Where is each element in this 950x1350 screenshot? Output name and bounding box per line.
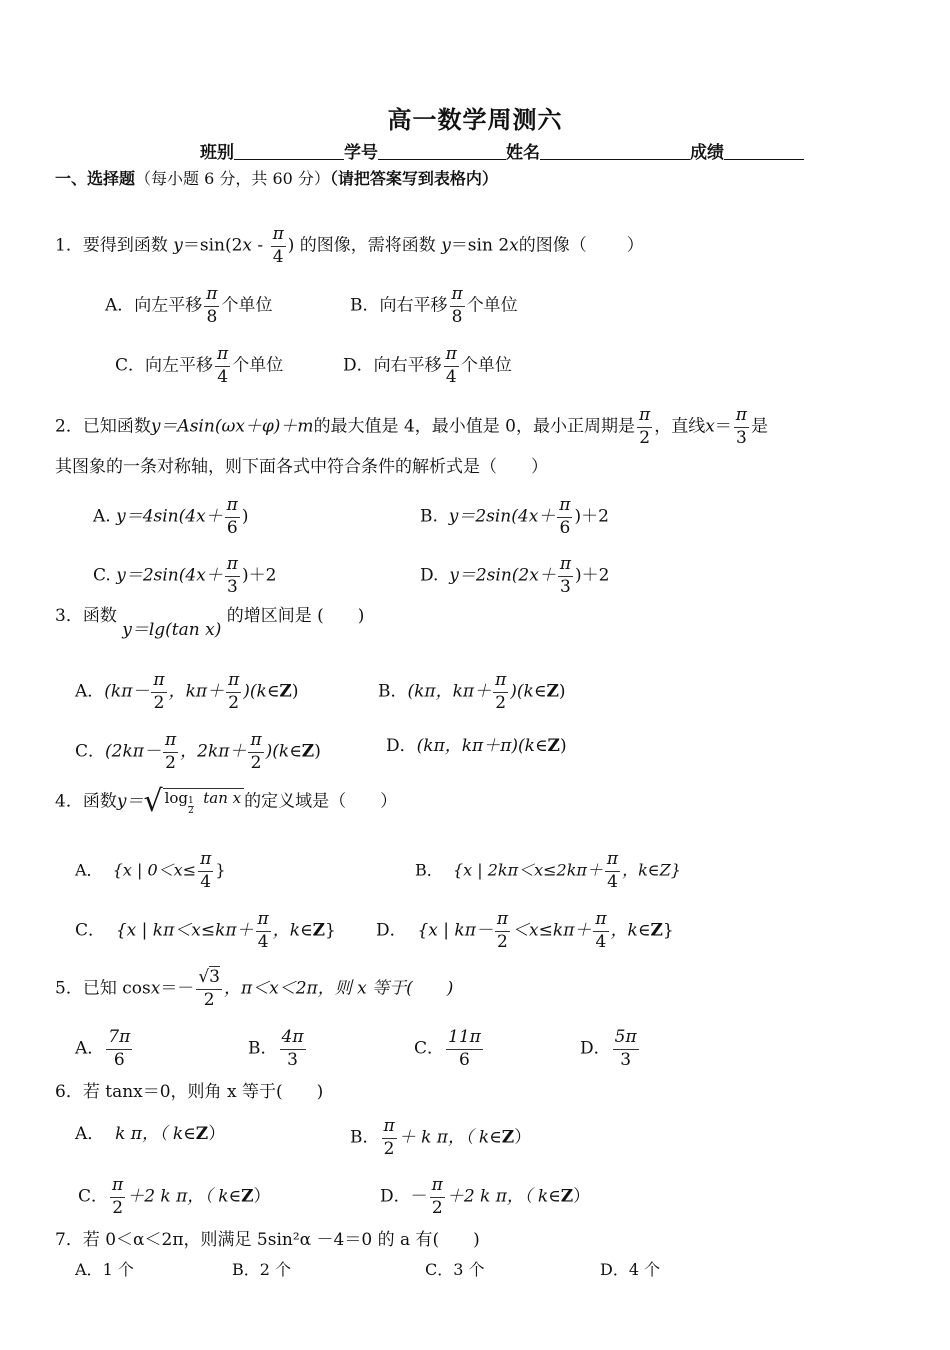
text-fragment: √ [143, 784, 163, 819]
fraction-numerator: 7π [106, 1028, 132, 1050]
fraction [215, 345, 230, 387]
text-fragment: 若 tanx＝0，则角 x 等于( ) [82, 1082, 324, 1102]
text-fragment: 向右平移 [379, 295, 448, 316]
question-7 [55, 1232, 480, 1249]
class-blank [234, 143, 344, 160]
text-fragment: k π，（ k∈ [115, 1124, 196, 1144]
score-blank [724, 143, 804, 160]
fraction-denominator: 6 [113, 1049, 125, 1070]
text-fragment: 向左平移 [134, 295, 203, 316]
fraction-denominator: 2 [497, 931, 508, 952]
fraction [593, 910, 608, 952]
text-fragment: {x | kπ＜x≤kπ＋ [115, 920, 254, 941]
fraction [557, 496, 572, 538]
text-fragment: ，2kπ＋ [180, 741, 247, 762]
question-4 [55, 784, 398, 819]
text-fragment: 6． [55, 1082, 83, 1102]
text-fragment: )＋2 [575, 565, 610, 586]
text-fragment: － [410, 1186, 428, 1207]
fraction [444, 345, 459, 387]
fraction [493, 671, 508, 713]
text-fragment: D. [420, 565, 439, 586]
math: y＝Asin(ωx＋φ)＋m [150, 416, 314, 437]
text-fragment: Z [546, 681, 559, 702]
fraction-numerator: π [495, 910, 510, 932]
fraction-denominator: 4 [607, 871, 618, 892]
text-fragment: C． [75, 920, 106, 941]
class-label: 班别 [200, 143, 234, 163]
q3-option-c[interactable] [75, 731, 321, 773]
fraction-denominator: 3 [287, 1049, 298, 1070]
text-fragment: 个单位 [466, 295, 518, 316]
fraction-numerator: π [226, 671, 241, 693]
section-note: （每小题 6 分，共 60 分） [135, 169, 330, 188]
q4-option-d[interactable] [376, 910, 674, 952]
fraction [204, 285, 219, 327]
fraction-numerator: π [225, 555, 240, 577]
fraction-denominator: 2 [431, 1197, 443, 1218]
text-fragment: y＝2sin(2x＋ [449, 565, 556, 586]
fraction-denominator: 2 [153, 692, 165, 713]
fraction-denominator: 4 [272, 246, 284, 267]
fraction-numerator: 5π [613, 1028, 639, 1050]
text-fragment: C． [425, 1260, 454, 1279]
fraction-denominator: 4 [595, 931, 607, 952]
text-fragment: x [705, 416, 715, 437]
student-id-blank [378, 143, 506, 160]
text-fragment: C． [75, 741, 106, 762]
text-fragment: 3． [55, 606, 83, 626]
text-fragment: ＋2 k π，（ k∈ [127, 1186, 242, 1207]
fraction-numerator: π [450, 285, 465, 307]
text-fragment: {x | kπ－ [417, 920, 493, 941]
text-fragment: )＋2 [574, 506, 609, 527]
fraction-numerator: π [151, 671, 166, 693]
q3-option-a[interactable] [75, 671, 298, 713]
fraction [605, 850, 620, 892]
fraction-numerator: π [256, 910, 271, 932]
text-fragment: ) [314, 741, 321, 762]
text-fragment: C. [93, 565, 111, 586]
text-fragment: )(k∈ [265, 741, 302, 762]
text-fragment: 4 个 [628, 1260, 661, 1279]
fraction-numerator: π [605, 850, 620, 872]
fraction-denominator: 3 [735, 427, 747, 448]
fraction [382, 1117, 397, 1159]
text-fragment: C． [414, 1038, 445, 1059]
fraction [226, 671, 241, 713]
q6-option-d[interactable] [380, 1176, 590, 1218]
q-text: 要得到函数 [82, 235, 168, 256]
fraction-numerator: π [271, 225, 286, 247]
fraction-numerator: π [637, 406, 652, 428]
question-2-line-2: 其图象的一条对称轴，则下面各式中符合条件的解析式是（ ） [55, 457, 548, 477]
text-fragment: ＝－ [160, 978, 195, 999]
text-fragment: y＝ [116, 791, 144, 812]
text-fragment: 个单位 [232, 355, 284, 376]
text-fragment: )(k∈ [510, 681, 547, 702]
text-fragment: 向右平移 [373, 355, 442, 376]
fraction-numerator: π [493, 671, 508, 693]
text-fragment: A. [93, 506, 111, 527]
text-fragment: 向左平移 [145, 355, 214, 376]
text-fragment: B. [420, 506, 438, 527]
text-fragment: ＝ [714, 416, 732, 437]
text-fragment: 4． [55, 791, 83, 812]
fraction-numerator: π [248, 731, 263, 753]
fraction [450, 285, 465, 327]
math: x [242, 235, 252, 256]
section-heading [55, 166, 498, 189]
text-fragment: 7． [55, 1230, 83, 1250]
text-fragment: D． [376, 920, 407, 941]
q2-option-b[interactable] [420, 496, 609, 538]
section-instruction: （请把答案写到表格内） [329, 169, 498, 188]
q-text: 的图像（ [518, 235, 587, 256]
fraction-denominator: 4 [200, 871, 212, 892]
question-1 [55, 225, 644, 267]
fraction [613, 1028, 639, 1070]
text-fragment: } [325, 920, 336, 941]
text-fragment: (kπ－ [104, 681, 150, 702]
fraction-denominator: 2 [495, 692, 507, 713]
q2-option-a[interactable] [93, 496, 249, 538]
text-fragment: D． [580, 1038, 611, 1059]
fraction-numerator: 4π [280, 1028, 306, 1050]
q-text: 的图像，需将函数 [299, 235, 436, 256]
text-fragment: 是 [750, 416, 768, 437]
fraction-numerator: π [225, 496, 240, 518]
text-fragment: ，直线 [654, 416, 706, 437]
text-fragment: y＝2sin(4x＋ [448, 506, 556, 527]
text-fragment: D． [600, 1260, 629, 1279]
score-label: 成绩 [690, 143, 724, 163]
fraction-numerator: π [382, 1117, 397, 1139]
fraction-numerator: π [444, 345, 459, 367]
text-fragment: B． [248, 1038, 278, 1059]
q5-option-b[interactable] [248, 1028, 308, 1070]
q7-option-b[interactable] [232, 1262, 291, 1278]
fraction [446, 1028, 483, 1070]
text-fragment: 的定义域是（ ） [244, 791, 398, 812]
fraction-numerator: π [215, 345, 230, 367]
fraction-denominator: 3 [620, 1049, 632, 1070]
text-fragment: Z [279, 681, 292, 702]
q1-option-c[interactable] [115, 345, 283, 387]
text-fragment: A． [75, 1038, 105, 1059]
text-fragment: ＜x≤kπ＋ [512, 920, 592, 941]
text-fragment: } [662, 920, 674, 941]
fraction [106, 1028, 132, 1070]
fraction-denominator: 6 [459, 1049, 470, 1070]
fraction [495, 910, 510, 952]
math: x [509, 235, 519, 256]
text-fragment: {x | 0＜x≤ [112, 860, 197, 880]
text-fragment: 个单位 [221, 295, 273, 316]
fraction-numerator: 11π [446, 1028, 483, 1050]
question-2 [55, 406, 768, 448]
text-fragment: ） [208, 1124, 226, 1144]
fraction-denominator: 2 [112, 1197, 124, 1218]
fraction-denominator: 2 [250, 752, 262, 773]
text-fragment: A． [75, 681, 105, 702]
text-fragment: C． [78, 1186, 109, 1207]
fraction-denominator: 2 [165, 752, 176, 773]
math: y [173, 235, 183, 256]
math: ＝sin 2 [450, 235, 510, 256]
text-fragment: Z [560, 1186, 574, 1207]
math: ) [287, 235, 295, 256]
text-fragment: B． [350, 295, 380, 316]
text-fragment: 若 0＜α＜2π，则满足 5sin²α －4＝0 的 a 有( ) [82, 1230, 480, 1250]
text-fragment: ） [573, 1186, 591, 1207]
text-fragment: ） [514, 1127, 532, 1148]
text-fragment: (2kπ－ [105, 741, 161, 762]
math: y [441, 235, 451, 256]
text-fragment: B． [350, 1127, 380, 1148]
text-fragment: {x | 2kπ＜x≤2kπ＋ [452, 860, 603, 880]
text-fragment: 5． [55, 978, 83, 999]
fraction-denominator: 4 [217, 366, 229, 387]
text-fragment: Z [195, 1124, 209, 1144]
text-fragment: 已知 cos [82, 978, 151, 999]
text-fragment: 函数 [82, 791, 117, 812]
q4-option-a[interactable] [75, 850, 226, 892]
fraction [196, 968, 222, 1010]
text-fragment: (kπ，kπ＋ [407, 681, 492, 702]
text-fragment: A． [75, 1260, 103, 1279]
section-name: 一、选择题 [55, 169, 136, 188]
text-fragment: D． [386, 736, 417, 756]
fraction [151, 671, 166, 713]
question-6 [55, 1084, 323, 1101]
student-id-label: 学号 [344, 143, 378, 163]
text-fragment: ，k∈ [272, 920, 313, 941]
text-fragment: } [215, 860, 226, 880]
fraction-denominator: 2 [383, 1138, 395, 1159]
text-fragment: ） [253, 1186, 271, 1207]
text-fragment: x [150, 978, 161, 999]
q3-option-b[interactable] [378, 671, 566, 713]
text-fragment: )(k∈ [243, 681, 280, 702]
math: - [252, 235, 264, 256]
fraction [430, 1176, 445, 1218]
fraction [256, 910, 271, 952]
fraction [110, 1176, 125, 1218]
text-fragment: 个单位 [460, 355, 512, 376]
fraction-denominator: 3 [560, 576, 571, 597]
page-title: 高一数学周测六 [387, 106, 563, 134]
text-fragment: 2 [188, 806, 194, 816]
fraction [225, 555, 240, 597]
text-fragment: Z [312, 920, 326, 941]
text-fragment: y＝2sin(4x＋ [116, 565, 223, 586]
math: ＝sin(2 [182, 235, 243, 256]
name-blank [540, 143, 690, 160]
fraction [637, 406, 652, 448]
fraction [163, 731, 178, 773]
text-fragment: ) [559, 736, 567, 756]
fraction-numerator: π [110, 1176, 125, 1198]
math: y＝lg(tan x) [122, 620, 222, 640]
question-3 [55, 606, 365, 640]
text-fragment: 函数 [82, 606, 117, 626]
text-fragment: tan x [203, 789, 242, 807]
fraction-denominator: 6 [559, 517, 571, 538]
text-fragment: D． [380, 1186, 411, 1207]
text-fragment: Z [547, 736, 560, 756]
text-fragment: ＋2 k π，（ k∈ [446, 1186, 561, 1207]
text-fragment: ) [558, 681, 566, 702]
q3-option-d[interactable] [386, 738, 567, 755]
fraction [280, 1028, 306, 1070]
fraction-numerator: π [198, 850, 213, 872]
q1-option-b[interactable] [350, 285, 518, 327]
fraction-numerator: √3 [196, 968, 222, 990]
text-fragment: ，kπ＋ [168, 681, 225, 702]
fraction [734, 406, 749, 448]
text-fragment: ＋ k π，（ k∈ [398, 1127, 502, 1148]
fraction [225, 496, 240, 538]
text-fragment: 的增区间是 ( ) [226, 606, 365, 626]
fraction-denominator: 2 [228, 692, 240, 713]
text-fragment: 2 个 [259, 1260, 292, 1279]
q4-option-b[interactable] [415, 850, 681, 892]
q2-option-d[interactable] [420, 555, 609, 597]
fraction [558, 555, 573, 597]
q6-option-b[interactable] [350, 1117, 531, 1159]
fraction-numerator: π [430, 1176, 445, 1198]
fraction-denominator: 8 [451, 306, 463, 327]
text-fragment: ) [241, 506, 249, 527]
q2-option-c[interactable] [93, 555, 276, 597]
text-fragment [188, 797, 194, 816]
name-label: 姓名 [506, 143, 540, 163]
text-fragment: C． [115, 355, 146, 376]
fraction-numerator: π [204, 285, 219, 307]
fraction-numerator: π [593, 910, 608, 932]
text-fragment: 2． [55, 416, 83, 437]
text-fragment: 的最大值是 4，最小值是 0，最小正周期是 [313, 416, 636, 437]
q5-option-c[interactable] [414, 1028, 485, 1070]
question-5 [55, 968, 453, 1010]
fraction-denominator: 6 [226, 517, 238, 538]
text-fragment: )＋2 [241, 565, 277, 586]
fraction-numerator: π [163, 731, 178, 753]
text-fragment: B． [378, 681, 408, 702]
q7-option-c[interactable] [425, 1262, 485, 1278]
fraction-numerator: π [558, 555, 573, 577]
text-fragment: 3 个 [453, 1260, 485, 1279]
q6-option-c[interactable] [78, 1176, 271, 1218]
fraction-denominator: 4 [257, 931, 269, 952]
q1-option-d[interactable] [343, 345, 512, 387]
fraction [271, 225, 286, 267]
text-fragment: A． [75, 1124, 105, 1144]
text-fragment: 3 [209, 967, 220, 987]
q4-option-c[interactable] [75, 910, 336, 952]
text-fragment: 已知函数 [82, 416, 151, 437]
text-fragment: Z [650, 920, 663, 941]
fraction-denominator: 2 [639, 427, 651, 448]
q5-option-a[interactable] [75, 1028, 134, 1070]
q-num: 1． [55, 235, 83, 256]
text-fragment: A． [105, 295, 135, 316]
q7-option-a[interactable] [75, 1262, 134, 1278]
text-fragment: A． [75, 860, 103, 880]
text-fragment: ) [291, 681, 299, 702]
q-text: ） [626, 235, 644, 256]
fraction-denominator: 2 [203, 989, 215, 1010]
fraction [198, 850, 213, 892]
q1-option-a[interactable] [105, 285, 272, 327]
q6-option-a[interactable] [75, 1126, 225, 1143]
q7-option-d[interactable] [600, 1262, 660, 1278]
text-fragment: (kπ，kπ＋π)(k∈ [416, 736, 548, 756]
text-fragment: 1 个 [102, 1260, 134, 1279]
text-fragment: Z [241, 1186, 254, 1207]
text-fragment: B． [415, 860, 443, 880]
fraction-numerator: π [734, 406, 749, 428]
fraction-denominator: 8 [206, 306, 218, 327]
text-fragment: ，π＜x＜2π，则 x 等于( ) [223, 978, 454, 999]
text-fragment: ，k∈Z} [622, 860, 681, 880]
fraction-denominator: 4 [445, 366, 457, 387]
fraction-numerator: π [557, 496, 572, 518]
text-fragment: D． [343, 355, 374, 376]
fraction [248, 731, 263, 773]
text-fragment: Z [501, 1127, 515, 1148]
text-fragment: Z [301, 741, 315, 762]
text-fragment: log [164, 789, 188, 807]
text-fragment: y＝4sin(4x＋ [116, 506, 223, 527]
fraction-numerator: 1 [188, 796, 194, 806]
text-fragment [163, 788, 245, 816]
student-info-row [200, 138, 840, 163]
text-fragment: ，k∈ [610, 920, 651, 941]
q5-option-d[interactable] [580, 1028, 641, 1070]
fraction-denominator: 3 [226, 576, 238, 597]
sqrt-expression [143, 784, 244, 819]
text-fragment: B． [232, 1260, 260, 1279]
